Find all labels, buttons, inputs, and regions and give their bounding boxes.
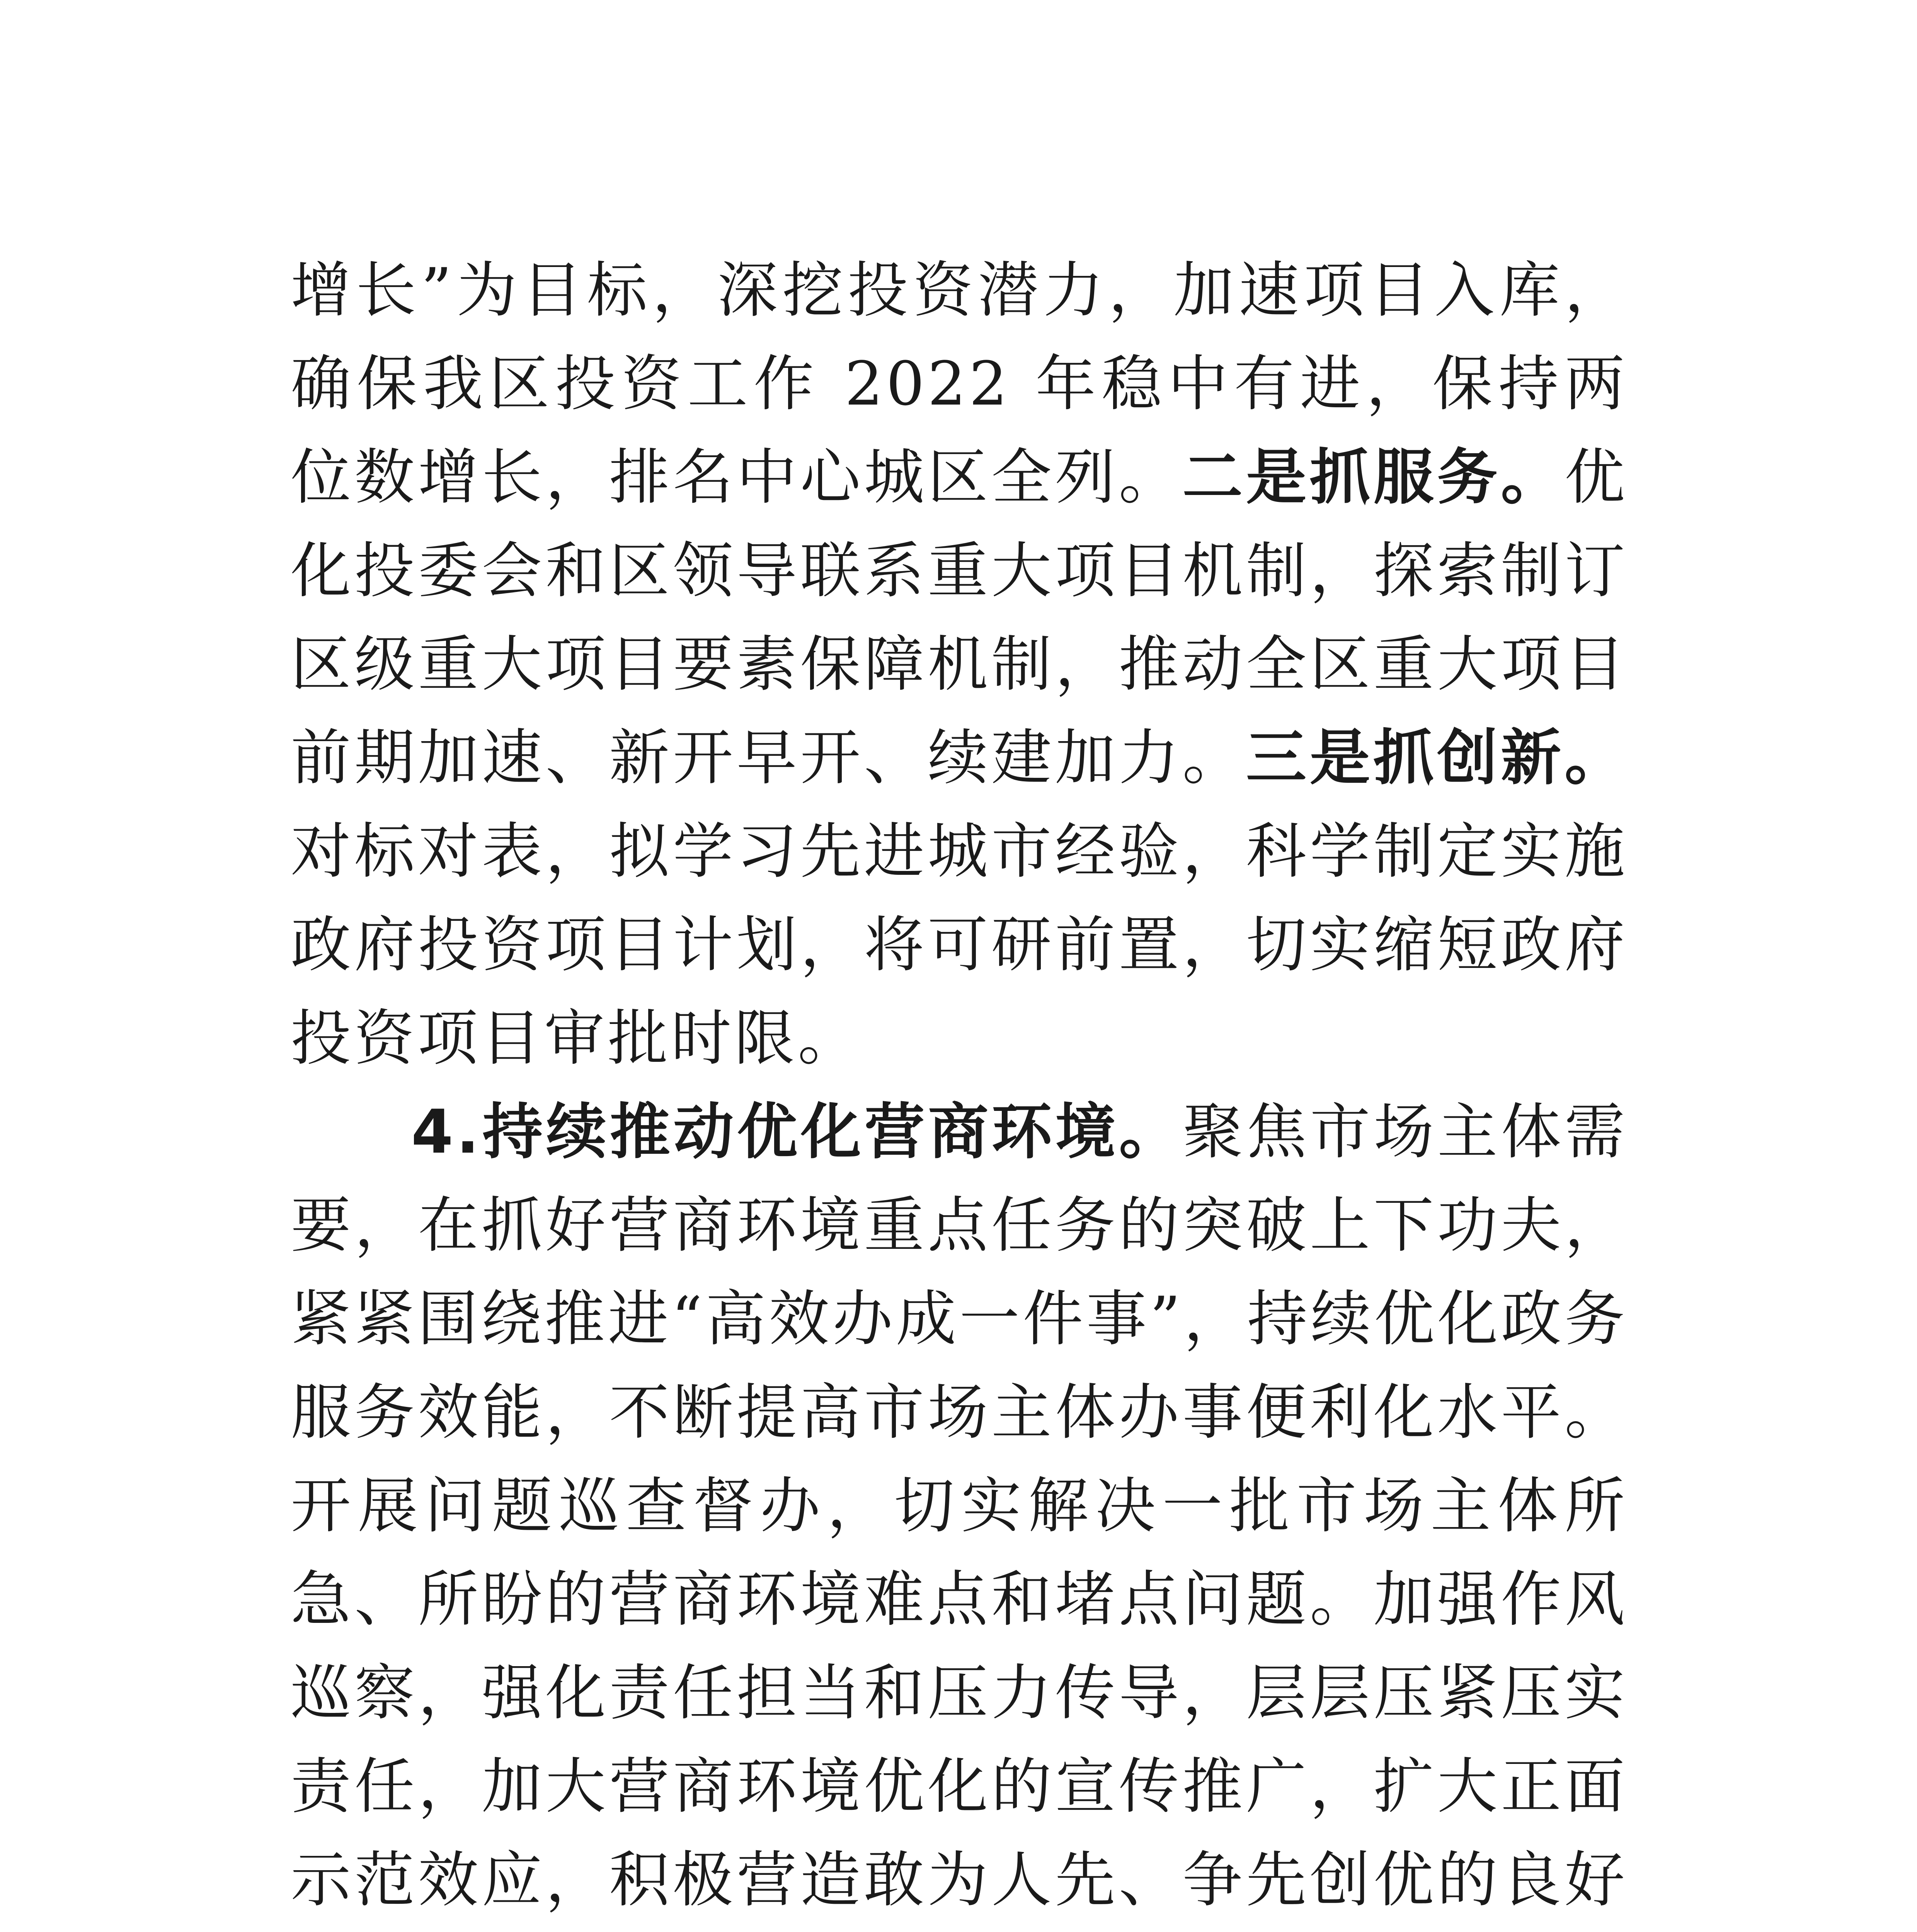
- paragraph-text: 优化投委会和区领导联系重大项目机制，探索制订区级重大项目要素保障机制，推动全区重大项目前期加速、新开早开、续建加力。: [291, 442, 1628, 793]
- document-body: [291, 243, 1628, 1932]
- paragraph-lead-service: 二是抓服务。: [1182, 442, 1565, 512]
- paragraph-investment-work: [291, 243, 1628, 1085]
- paragraph-business-environment: [291, 1085, 1628, 1932]
- paragraph-text: 增长”为目标，深挖投资潜力，加速项目入库，确保我区投资工作 2022 年稳中有进，保持两位数增长，排名中心城区全列。: [291, 255, 1628, 512]
- paragraph-text: 对标对表，拟学习先进城市经验，科学制定实施政府投资项目计划，将可研前置，切实缩短政府投资项目审批时限。: [291, 816, 1628, 1073]
- paragraph-text: 聚焦市场主体需要，在抓好营商环境重点任务的突破上下功夫，紧紧围绕推进“高效办成一件事”，持续优化政务服务效能，不断提高市场主体办事便利化水平。开展问题巡查督办，切实解决一批市场主体所急、所盼的营商环境难点和堵点问题。加强作风巡察，强化责任担当和压力传导，层层压紧压实责任，加大营商环境优化的宣传推广，扩大正面示范效应，积极营造敢为人先、争先创优的良好: [291, 1097, 1628, 1915]
- paragraph-lead-innovation: 三是抓创新。: [1246, 723, 1628, 793]
- paragraph-lead-business-environment: 4.持续推动优化营商环境。: [411, 1097, 1183, 1167]
